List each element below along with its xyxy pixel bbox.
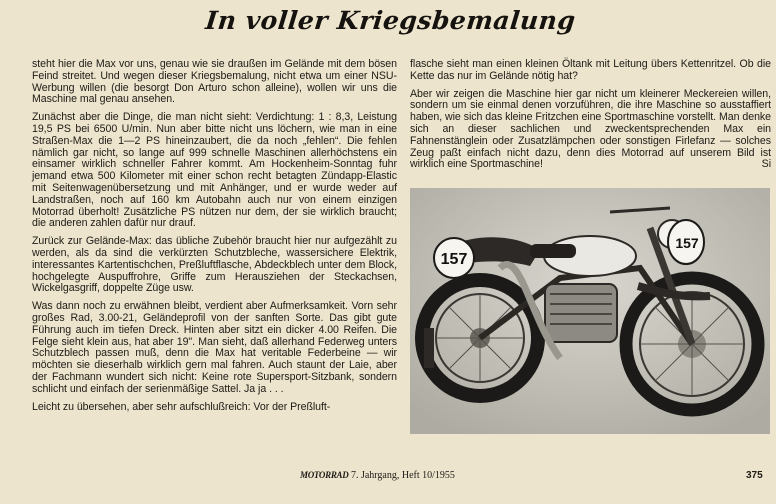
front-plate-number: 157 bbox=[675, 235, 699, 251]
left-paragraph-5: Leicht zu übersehen, aber sehr aufschlußreich: Vor der Preßluft- bbox=[32, 400, 331, 413]
rear-number-plate bbox=[434, 238, 474, 278]
headline: In voller Kriegsbemalung bbox=[204, 6, 577, 35]
left-paragraph-2: Zunächst aber die Dinge, die man nicht sieht: Verdichtung: 1 : 8,3, Leistung 19,5 PS bei 6500 U/min. Nun aber bitte nicht uns löchern, wie man in eine Straßen-Max die 1—2 PS hineinzaubert, die da noch „fehlen“. Die fehlen nämlich gar nicht, so lange auf 999 schnelle Maschinen allerhöchstens ein einsamer wirklich schneller Fahrer kommt. Am Hockenheim-Sonntag fuhr jemand etwa 500 Kilometer mit einer schon recht betagten Zündapp-Elastic mit Seitenwagenübersetzung und mit Anhänger, und er wurde weder auf Landstraßen, noch auf 160 km Autobahn auch nur von einem einzigen Motorrad überholt! Zusätzliche PS nützen nur dem, der sie wirklich braucht; die anderen zahlen dafür nur drauf. bbox=[32, 111, 397, 230]
footer bbox=[300, 470, 455, 481]
right-paragraph-1: flasche sieht man einen kleinen Öltank mit Leitung übers Kettenritzel. Ob die Kette das nur im Gelände nötig hat? bbox=[410, 58, 771, 82]
rear-plate-number: 157 bbox=[440, 251, 468, 268]
right-paragraph-2 bbox=[410, 89, 771, 172]
left-column bbox=[32, 59, 397, 419]
page-number: 375 bbox=[746, 470, 763, 481]
motorcycle-illustration bbox=[410, 188, 770, 434]
magazine-brand: MOTORRAD bbox=[300, 470, 349, 480]
right-paragraph-2-text: Aber wir zeigen die Maschine hier gar nicht um kleinerer Meckereien willen, sondern um sie einmal denen vorzuführen, die ihre Maschine so ausstaffiert haben, wie sich das kleine Fritzchen eine Sportmaschine vorstellt. Man denke sich an dieser sachlichen und zweckentsprechenden Max ein Fahnenstänglein oder Zusatzlämpchen oder sonstigen Firlefanz — solches Zeug paßt einfach nicht dazu, denn dies Motorrad auf unserem Bild ist wirklich eine Sportmaschine! bbox=[410, 87, 771, 171]
motorcycle-photo bbox=[410, 188, 770, 434]
left-paragraph-1: steht hier die Max vor uns, genau wie sie draußen im Gelände mit dem bösen Feind streitet. Und wegen dieser Kriegsbemalung, nicht etwa um einer NSU-Werbung willen (die besorgt Don Arturo schon alleine), wollen wir uns die Maschine mal genau ansehen. bbox=[32, 58, 397, 106]
issue-info: 7. Jahrgang, Heft 10/1955 bbox=[350, 470, 455, 481]
right-column bbox=[410, 59, 771, 177]
left-paragraph-3: Zurück zur Gelände-Max: das übliche Zubehör braucht hier nur aufgezählt zu werden, als da sind die verkürzten Schutzbleche, wassersichere Elektrik, interessantes Kartentischchen, Preßluftflasche, Abdeckblech unter dem Block, hochgelegte Auspuffrohre, Griffe zum Herausziehen der Steckachsen, Wickelgasgriff, doppelte Züge usw. bbox=[32, 235, 397, 295]
front-number-plate bbox=[668, 220, 704, 264]
author-signature: Si bbox=[761, 158, 771, 171]
left-paragraph-4: Was dann noch zu erwähnen bleibt, verdient aber Aufmerksamkeit. Vorn sehr großes Rad, 3.00-21, Geländeprofil von der sanften Sorte. Das gibt gute Führung auch im tiefen Dreck. Hinten aber sitzt ein dicker 4.00 Reifen. Die Felge sieht klein aus, hat aber 19". Man sieht, daß allerhand Federweg unters Schutzblech passen muß, denn die Max hat veritable Federbeine — wir möchten sie dieserhalb wirklich gern mal fahren. Auch staunt der Laie, aber der Fachmann wundert sich nicht: Keine rote Supersport-Sitzbank, sondern schlicht und einfach der serienmäßige Sattel. Ja ja . . . bbox=[32, 300, 397, 395]
